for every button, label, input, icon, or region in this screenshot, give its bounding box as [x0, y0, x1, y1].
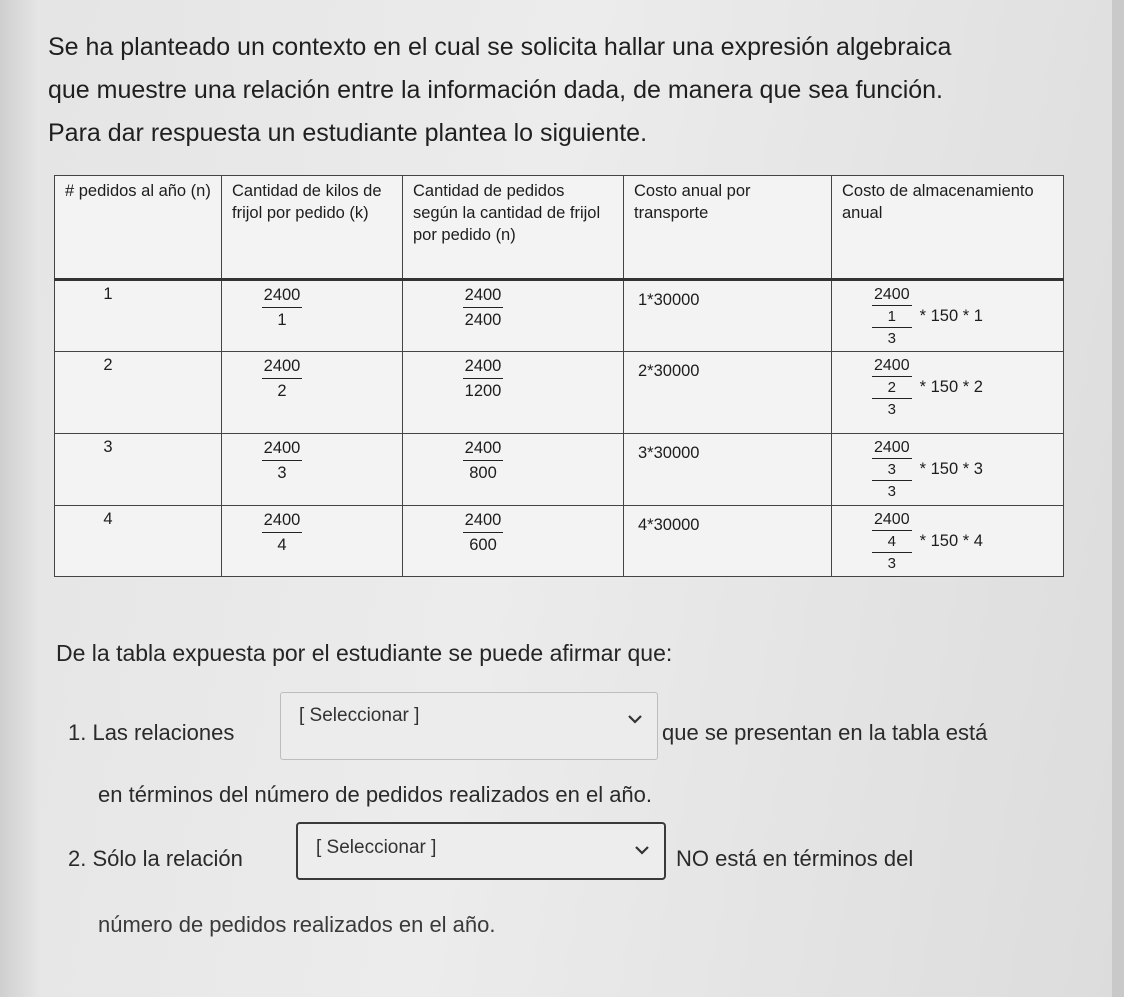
intro-line-3: Para dar respuesta un estudiante plantea lo siguiente. [48, 119, 648, 147]
storage-expression [872, 511, 983, 572]
header-kilos: Cantidad de kilos de frijol por pedido (k) [222, 176, 403, 280]
item-2-prefix: 2. Sólo la relación [68, 846, 243, 871]
p-numerator: 2400 [464, 357, 502, 375]
p-denominator: 1200 [464, 382, 502, 400]
p-fraction [463, 285, 504, 330]
p-fraction [463, 438, 504, 483]
table-header-row [55, 176, 1064, 280]
page-right-edge [1112, 0, 1124, 997]
table-row [55, 352, 1064, 434]
item-1-select-value: [ Seleccionar ] [299, 705, 420, 726]
storage-top: 2400 [874, 439, 910, 456]
k-denominator: 4 [277, 536, 287, 554]
transport-cost: 3*30000 [638, 444, 700, 462]
table-row [55, 280, 1064, 352]
page-left-edge [0, 0, 40, 997]
k-numerator: 2400 [263, 357, 301, 375]
item-2-line-2: número de pedidos realizados en el año. [98, 912, 496, 937]
k-denominator: 2 [277, 382, 287, 400]
table-row [55, 434, 1064, 506]
cell-pedidos [403, 352, 624, 434]
k-fraction [262, 438, 303, 483]
k-numerator: 2400 [263, 286, 301, 304]
item-1-suffix: que se presentan en la tabla está [662, 720, 988, 745]
chevron-down-icon [627, 713, 643, 725]
p-fraction [463, 356, 504, 401]
cell-k [222, 434, 403, 506]
storage-denominator: 3 [887, 555, 896, 572]
storage-expression [872, 439, 983, 500]
storage-multiplier: * 150 * 4 [919, 532, 983, 550]
cell-k [222, 506, 403, 577]
storage-denominator: 3 [887, 401, 896, 418]
n-value: 1 [103, 285, 113, 303]
cell-k [222, 352, 403, 434]
cell-almacenamiento [832, 434, 1064, 506]
cell-n [55, 506, 222, 577]
item-1-prefix: 1. Las relaciones [68, 720, 235, 745]
cell-k [222, 280, 403, 352]
p-fraction [463, 510, 504, 555]
storage-top: 2400 [874, 357, 910, 374]
storage-denominator: 3 [887, 483, 896, 500]
item-1-select[interactable] [280, 692, 658, 760]
intro-line-2: que muestre una relación entre la información dada, de manera que sea función. [48, 76, 944, 104]
cell-pedidos [403, 506, 624, 577]
n-value: 2 [103, 356, 113, 374]
intro-line-1: Se ha planteado un contexto en el cual se solicita hallar una expresión algebraica [48, 33, 952, 61]
cell-pedidos [403, 434, 624, 506]
item-2-select-value: [ Seleccionar ] [316, 837, 437, 858]
storage-fraction [872, 286, 912, 347]
cell-transporte [624, 506, 832, 577]
p-numerator: 2400 [464, 439, 502, 457]
storage-fraction [872, 511, 912, 572]
chevron-down-icon [634, 844, 650, 856]
cell-n [55, 352, 222, 434]
n-value: 4 [103, 510, 113, 528]
p-denominator: 800 [469, 464, 497, 482]
cell-almacenamiento [832, 352, 1064, 434]
storage-top: 2400 [874, 286, 910, 303]
cell-transporte [624, 352, 832, 434]
cell-n [55, 434, 222, 506]
cell-transporte [624, 434, 832, 506]
item-2-suffix: NO está en términos del [676, 846, 914, 871]
storage-fraction [872, 357, 912, 418]
storage-inner: 2 [887, 379, 896, 396]
p-denominator: 2400 [464, 311, 502, 329]
cell-almacenamiento [832, 280, 1064, 352]
k-fraction [262, 510, 303, 555]
orders-table [54, 175, 1064, 577]
cell-n [55, 280, 222, 352]
k-numerator: 2400 [263, 439, 301, 457]
k-denominator: 1 [277, 311, 287, 329]
header-costo-almacenamiento: Costo de almacenamiento anual [832, 176, 1064, 280]
transport-cost: 4*30000 [638, 516, 700, 534]
storage-fraction [872, 439, 912, 500]
storage-expression [872, 357, 983, 418]
k-fraction [262, 356, 303, 401]
intro-text [48, 26, 1088, 155]
k-denominator: 3 [277, 464, 287, 482]
cell-transporte [624, 280, 832, 352]
table-row [55, 506, 1064, 577]
storage-inner: 1 [887, 308, 896, 325]
storage-inner: 3 [887, 461, 896, 478]
storage-multiplier: * 150 * 1 [919, 307, 983, 325]
k-fraction [262, 285, 303, 330]
question-text: De la tabla expuesta por el estudiante se puede afirmar que: [56, 640, 673, 666]
storage-multiplier: * 150 * 3 [919, 460, 983, 478]
storage-multiplier: * 150 * 2 [919, 378, 983, 396]
header-pedidos: # pedidos al año (n) [55, 176, 222, 280]
item-2-select[interactable] [296, 822, 666, 880]
item-1-line-2: en términos del número de pedidos realizados en el año. [98, 782, 653, 807]
storage-top: 2400 [874, 511, 910, 528]
cell-almacenamiento [832, 506, 1064, 577]
transport-cost: 1*30000 [638, 291, 700, 309]
cell-pedidos [403, 280, 624, 352]
header-costo-transporte: Costo anual por transporte [624, 176, 832, 280]
k-numerator: 2400 [263, 511, 301, 529]
p-numerator: 2400 [464, 511, 502, 529]
p-denominator: 600 [469, 536, 497, 554]
storage-denominator: 3 [887, 330, 896, 347]
header-cantidad-pedidos: Cantidad de pedidos según la cantidad de frijol por pedido (n) [403, 176, 624, 280]
storage-expression [872, 286, 983, 347]
transport-cost: 2*30000 [638, 362, 700, 380]
p-numerator: 2400 [464, 286, 502, 304]
n-value: 3 [103, 438, 113, 456]
storage-inner: 4 [887, 533, 896, 550]
